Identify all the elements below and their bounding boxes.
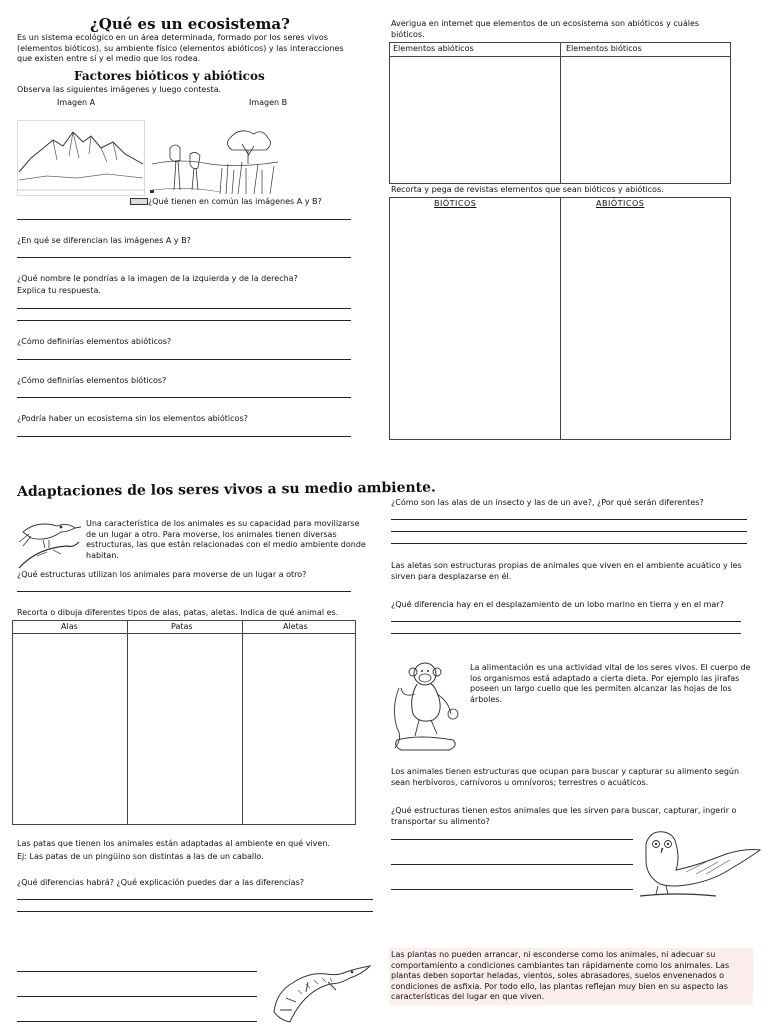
answer-line[interactable] xyxy=(391,621,741,622)
legs-paragraph: Las patas que tienen los animales están adaptadas al ambiente en qué viven. xyxy=(17,839,330,848)
answer-line[interactable] xyxy=(17,308,351,309)
table-column-divider xyxy=(560,198,561,439)
answer-line[interactable] xyxy=(17,320,351,321)
observe-instruction: Observa las siguientes imágenes y luego contesta. xyxy=(17,85,222,94)
header-patas: Patas xyxy=(171,622,193,631)
answer-line[interactable] xyxy=(17,971,257,972)
bird-illustration xyxy=(17,512,81,570)
answer-line[interactable] xyxy=(17,591,351,592)
header-bioticos: BIÓTICOS xyxy=(434,199,477,208)
table-column-divider xyxy=(127,621,128,824)
answer-line[interactable] xyxy=(391,839,633,840)
question-movement-structures: ¿Qué estructuras utilizan los animales para moverse de un lugar a otro? xyxy=(17,570,307,579)
adaptations-title: Adaptaciones de los seres vivos a su medio ambiente. xyxy=(17,479,436,500)
question-biotic-definition: ¿Cómo definirías elementos bióticos? xyxy=(17,376,167,385)
image-a-label: Imagen A xyxy=(57,98,96,107)
crocodile-illustration xyxy=(266,962,376,1024)
answer-line[interactable] xyxy=(391,543,747,544)
question-explain: Explica tu respuesta. xyxy=(17,286,101,295)
answer-line[interactable] xyxy=(391,531,747,532)
fins-paragraph: Las aletas son estructuras propias de animales que viven en el ambiente acuático y les sirven para desplazarse en él. xyxy=(391,561,742,581)
research-instruction: Averigua en internet que elementos de un ecosistema son abióticos y cuáles bióticos. xyxy=(391,19,700,39)
question-differences: ¿En qué se diferencian las imágenes A y B? xyxy=(17,236,191,245)
answer-line[interactable] xyxy=(17,899,373,900)
answer-line[interactable] xyxy=(391,633,741,634)
image-b-label: Imagen B xyxy=(249,98,288,107)
answer-line[interactable] xyxy=(17,257,351,258)
cut-paste-instruction: Recorta y pega de revistas elementos que sean bióticos y abióticos. xyxy=(391,185,664,194)
feeding-paragraph: La alimentación es una actividad vital de los seres vivos. El cuerpo de los organismos está adaptado a cierta dieta. Por ejemplo las jirafas poseen un largo cuello que les permiten alcanzar las hojas de los árboles. xyxy=(470,663,751,704)
question-abiotic-definition: ¿Cómo definirías elementos abióticos? xyxy=(17,337,172,346)
question-wings: ¿Cómo son las alas de un insecto y las de un ave?, ¿Por qué serán diferentes? xyxy=(391,498,704,507)
owl-illustration xyxy=(636,824,762,900)
wetland-illustration xyxy=(150,124,280,196)
answer-line[interactable] xyxy=(17,397,351,398)
elements-table xyxy=(389,42,731,184)
ecosystem-title: ¿Qué es un ecosistema? xyxy=(90,15,290,33)
header-alas: Alas xyxy=(61,622,78,631)
answer-line[interactable] xyxy=(17,911,373,912)
answer-line[interactable] xyxy=(391,519,747,520)
answer-line[interactable] xyxy=(391,864,633,865)
question-name-images: ¿Qué nombre le pondrías a la imagen de la izquierda y de la derecha? xyxy=(17,274,298,283)
table-column-divider xyxy=(242,621,243,824)
question-ecosystem-without-abiotic: ¿Podría haber un ecosistema sin los elementos abióticos? xyxy=(17,414,248,423)
answer-line[interactable] xyxy=(17,219,351,220)
ecosystem-intro: Es un sistema ecológico en un área determinada, formado por los seres vivos (elementos bióticos), su ambiente físico (elementos abióticos) y las interacciones que existen entre sí y el medio que los rodea. xyxy=(17,33,344,63)
answer-line[interactable] xyxy=(17,996,257,997)
answer-line[interactable] xyxy=(391,889,633,890)
food-structures-paragraph: Los animales tienen estructuras que ocupan para buscar y capturar su alimento según sean herbívoros, carnívoros u omnívoros; terrestres o acuáticos. xyxy=(391,767,740,787)
question-sea-lion: ¿Qué diferencia hay en el desplazamiento de un lobo marino en tierra y en el mar? xyxy=(391,600,724,609)
factors-subtitle: Factores bióticos y abióticos xyxy=(74,69,265,83)
mountains-illustration xyxy=(17,120,145,196)
answer-line[interactable] xyxy=(17,1021,257,1022)
plants-paragraph: Las plantas no pueden arrancar, ni esconderse como los animales, ni adecuar su comportamiento a condiciones cambiantes tan rápidamente como los animales. Las plantas deben soportar heladas, vientos, soles abrasadores, suelos envenenados o condiciones de asfixia. Por todo ello, las plantas reflejan muy bien en su aspecto las características del lugar en que viven. xyxy=(389,948,753,1005)
table-column-divider xyxy=(560,43,561,183)
header-aletas: Aletas xyxy=(283,622,308,631)
movement-paragraph: Una característica de los animales es su capacidad para movilizarse de un lugar a otro. Para moverse, los animales tienen diversas estructuras, las que están relacionadas con el medio ambiente donde habitan. xyxy=(86,519,366,560)
monkey-illustration xyxy=(389,658,465,752)
header-abioticos: ABIÓTICOS xyxy=(596,199,645,208)
small-caption-box xyxy=(130,198,148,205)
header-abiotic-elements: Elementos abióticos xyxy=(393,44,474,53)
question-food-structures: ¿Qué estructuras tienen estos animales que les sirven para buscar, capturar, ingerir o transportar su alimento? xyxy=(391,806,737,826)
answer-line[interactable] xyxy=(17,359,351,360)
limbs-table xyxy=(12,620,356,825)
biotic-abiotic-table xyxy=(389,197,731,440)
header-biotic-elements: Elementos bióticos xyxy=(566,44,642,53)
legs-example: Ej: Las patas de un pingüino son distintas a las de un caballo. xyxy=(17,852,264,861)
question-common: ¿Qué tienen en común las imágenes A y B? xyxy=(148,197,322,206)
draw-instruction: Recorta o dibuja diferentes tipos de alas, patas, aletas. Indica de qué animal es. xyxy=(17,608,339,617)
answer-line[interactable] xyxy=(17,436,351,437)
question-differences-explanation: ¿Qué diferencias habrá? ¿Qué explicación puedes dar a las diferencias? xyxy=(17,878,304,887)
